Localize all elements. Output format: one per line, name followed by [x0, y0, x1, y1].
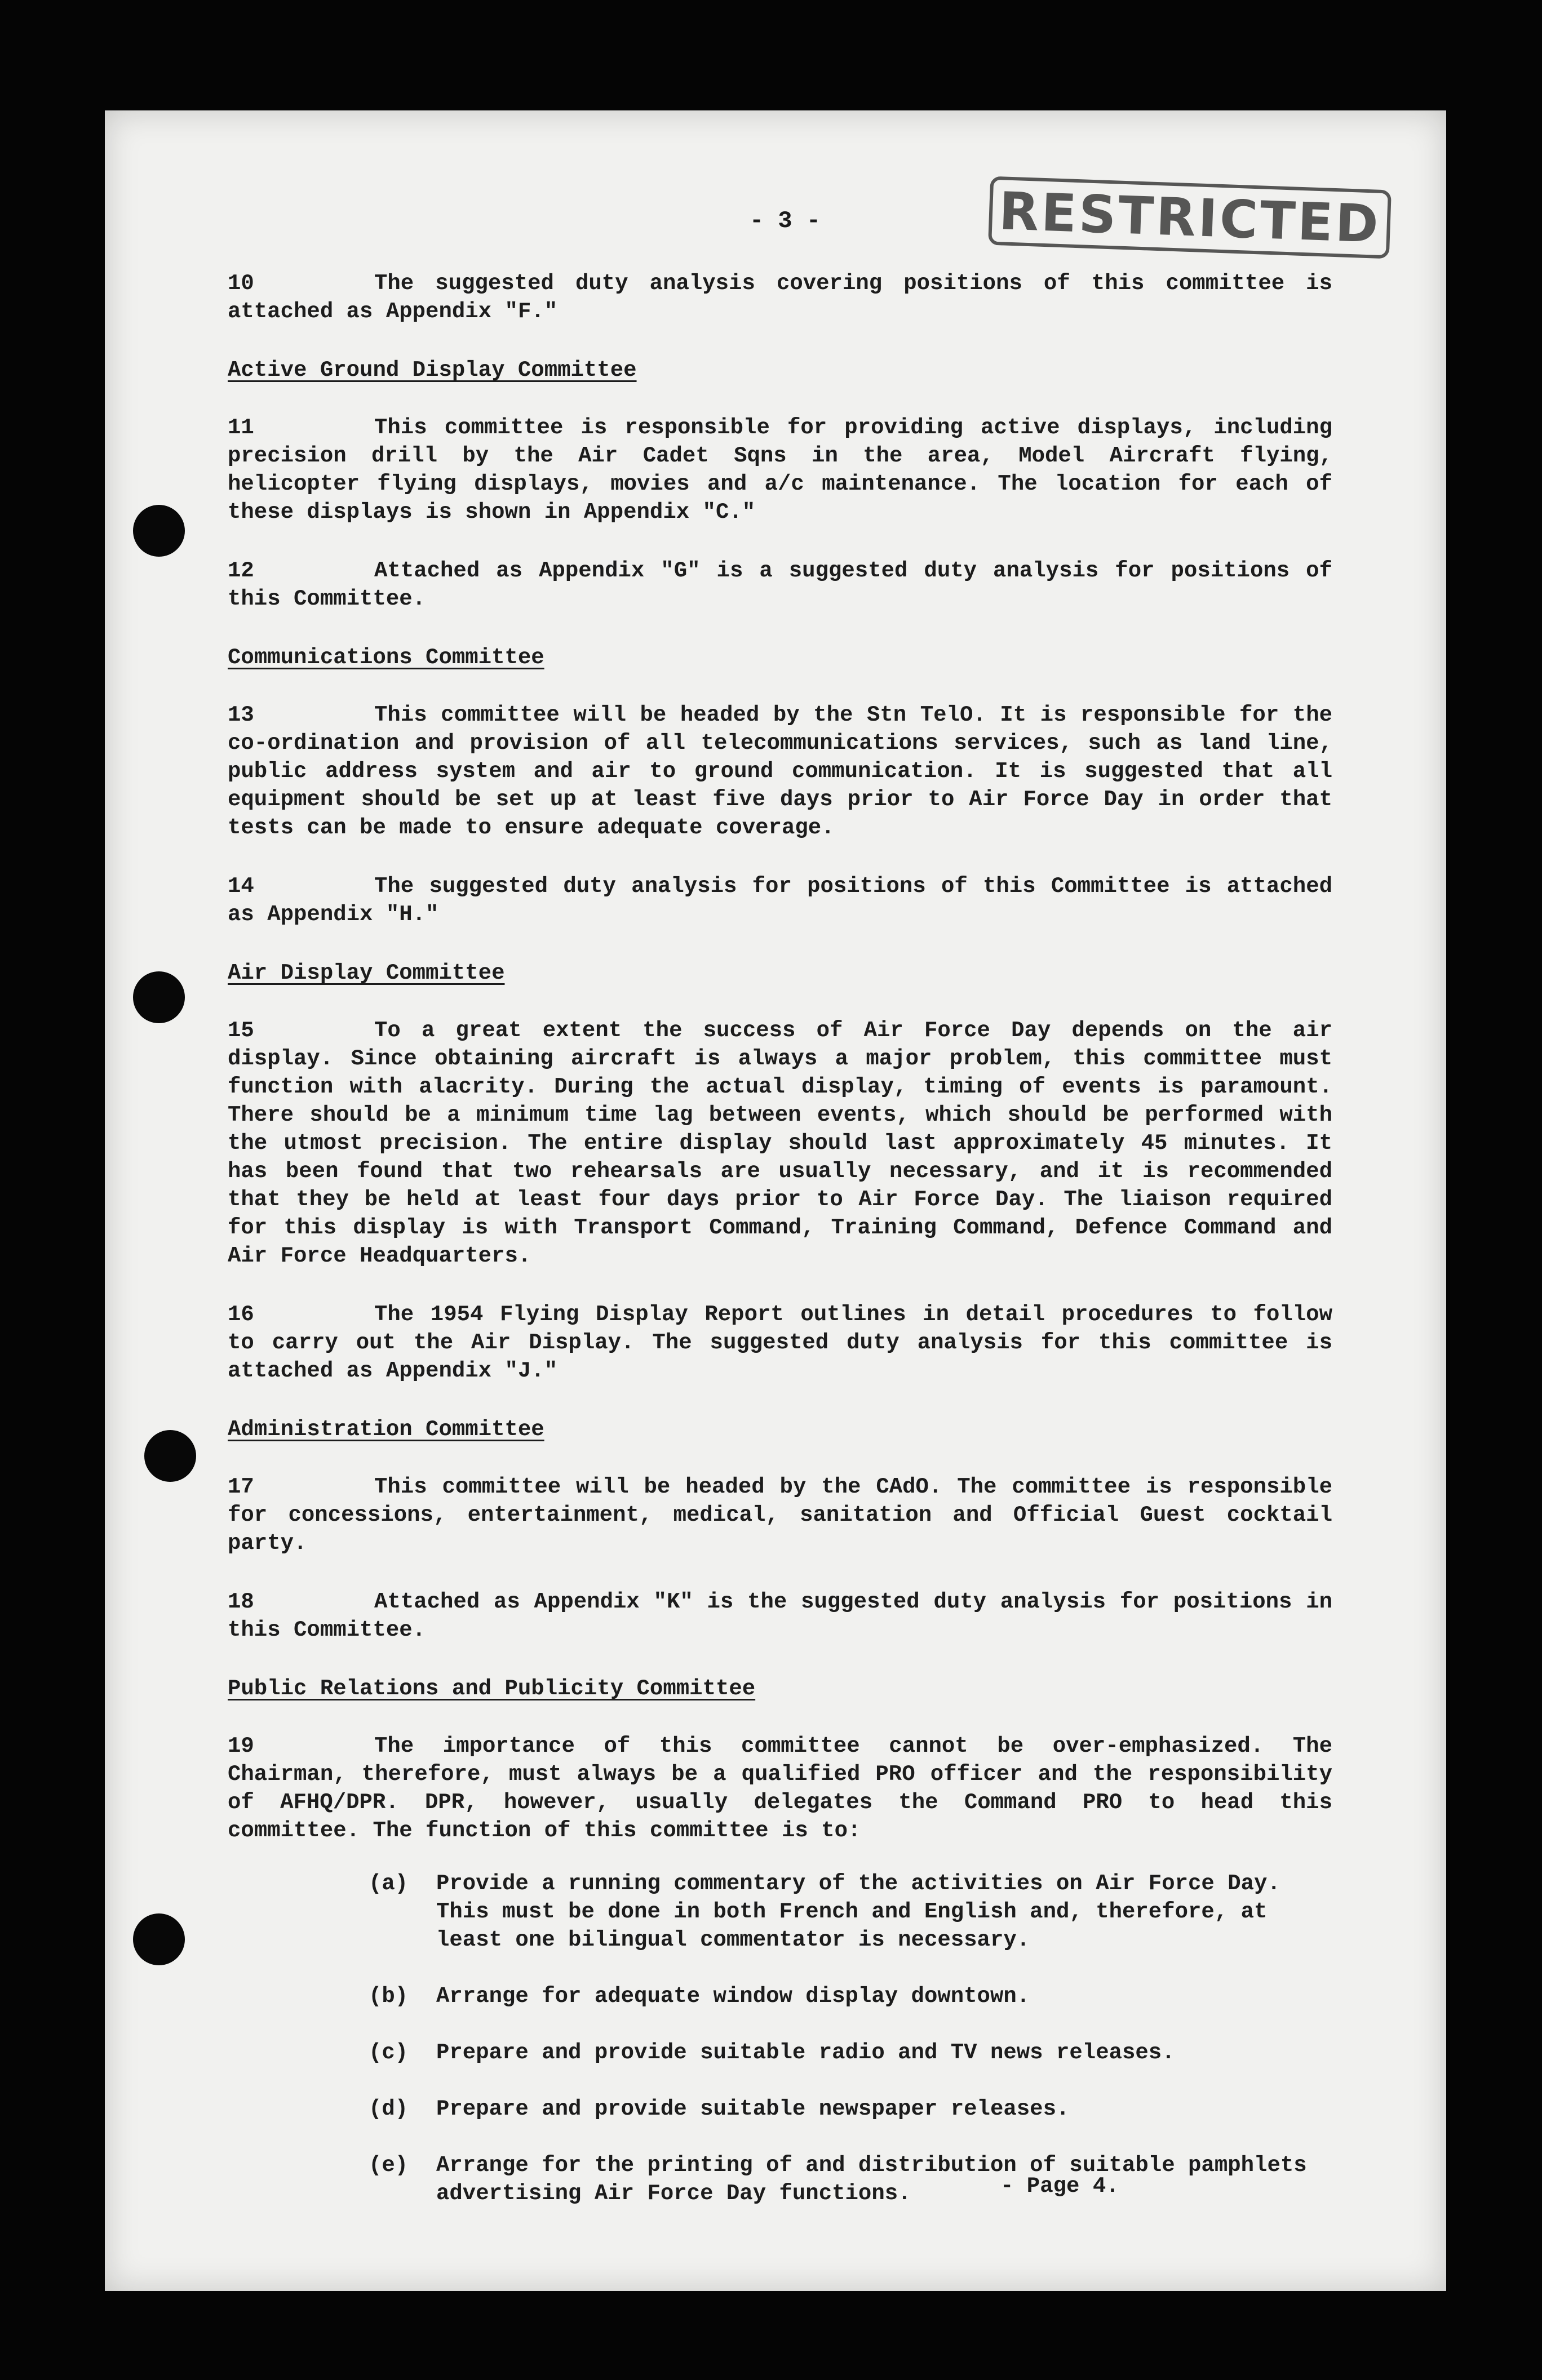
paragraph-number: 19 — [228, 1734, 254, 1759]
list-item — [369, 1982, 1332, 2010]
paragraph-text: This committee will be headed by the CAdO. The committee is responsible for concessions, entertainment, medical, sanitation and Official Guest cocktail party. — [228, 1475, 1332, 1556]
paragraph-number: 14 — [228, 874, 254, 899]
paragraph-number: 18 — [228, 1589, 254, 1614]
paragraph-number: 11 — [228, 415, 254, 440]
paragraph-text: This committee is responsible for providing active displays, including precision drill by the Air Cadet Sqns in the area, Model Aircraft flying, helicopter flying displays, movies and a/c maintenance. The location for each of these displays is shown in Appendix "C." — [228, 415, 1332, 525]
section-heading: Air Display Committee — [228, 961, 505, 985]
paragraph-text: The 1954 Flying Display Report outlines in detail procedures to follow to carry out the Air Display. The suggested duty analysis for this committee is attached as Appendix "J." — [228, 1302, 1332, 1383]
paragraph — [228, 557, 1332, 613]
list-item-label: (c) — [369, 2040, 409, 2065]
paragraph-text: Attached as Appendix "K" is the suggested duty analysis for positions in this Committee. — [228, 1589, 1332, 1642]
paragraph — [228, 1300, 1332, 1385]
list-item-text: Prepare and provide suitable radio and TV news releases. — [436, 2040, 1175, 2065]
list-item-text: Arrange for the printing of and distribution of suitable pamphlets advertising Air Force Day functions. — [436, 2153, 1307, 2206]
paragraph-text: This committee will be headed by the Stn TelO. It is responsible for the co-ordination and provision of all telecommunications services, such as land line, public address system and air to ground communication. It is suggested that all equipment should be set up at least five days prior to Air Force Day in order that tests can be made to ensure adequate coverage. — [228, 703, 1332, 840]
paragraph-text: Attached as Appendix "G" is a suggested duty analysis for positions of this Committee. — [228, 558, 1332, 611]
paragraph-text: The suggested duty analysis for positions of this Committee is attached as Appendix "H." — [228, 874, 1332, 927]
list-item — [369, 1870, 1332, 1954]
paragraph — [228, 872, 1332, 929]
section-heading: Public Relations and Publicity Committee — [228, 1676, 756, 1701]
paragraph — [228, 701, 1332, 842]
paragraph — [228, 1732, 1332, 1845]
paragraph — [228, 1016, 1332, 1270]
paragraph-number: 12 — [228, 558, 254, 583]
paragraph — [228, 414, 1332, 526]
paragraph-number: 10 — [228, 271, 254, 296]
section-heading: Active Ground Display Committee — [228, 358, 637, 383]
list-item-label: (a) — [369, 1871, 409, 1896]
paragraph-number: 15 — [228, 1018, 254, 1043]
paragraph-text: To a great extent the success of Air Force Day depends on the air display. Since obtaining aircraft is always a major problem, this committee must function with alacrity. During the actual display, timing of events is paramount. There should be a minimum time lag between events, which should be performed with the utmost precision. The entire display should last approximately 45 minutes. It has been found that two rehearsals are usually necessary, and it is recommended that they be held at least four days prior to Air Force Day. The liaison required for this display is with Transport Command, Training Command, Defence Command and Air Force Headquarters. — [228, 1018, 1332, 1268]
paragraph-number: 13 — [228, 703, 254, 727]
list-item — [369, 2095, 1332, 2123]
page-number: - 3 - — [750, 207, 821, 234]
punch-hole — [133, 505, 185, 557]
punch-hole — [133, 971, 185, 1023]
paragraph — [228, 269, 1332, 326]
document-body — [228, 269, 1332, 2236]
list-item-label: (e) — [369, 2153, 409, 2178]
paragraph — [228, 1473, 1332, 1557]
list-item — [369, 2151, 1332, 2208]
paragraph — [228, 1588, 1332, 1644]
paragraph-number: 17 — [228, 1475, 254, 1499]
paragraph-text: The suggested duty analysis covering positions of this committee is attached as Appendix "F." — [228, 271, 1332, 324]
list-item-label: (d) — [369, 2097, 409, 2121]
list-item — [369, 2039, 1332, 2067]
list-item-text: Arrange for adequate window display downtown. — [436, 1984, 1030, 2009]
restricted-stamp: RESTRICTED — [988, 176, 1392, 259]
paragraph-text: The importance of this committee cannot be over-emphasized. The Chairman, therefore, must always be a qualified PRO officer and the responsibility of AFHQ/DPR. DPR, however, usually delegates the Command PRO to head this committee. The function of this committee is to: — [228, 1734, 1332, 1843]
paragraph-number: 16 — [228, 1302, 254, 1327]
section-heading: Administration Committee — [228, 1417, 544, 1442]
next-page-marker: - Page 4. — [1000, 2174, 1119, 2199]
list-item-label: (b) — [369, 1984, 409, 2009]
list-item-text: Provide a running commentary of the activities on Air Force Day. This must be done in both French and English and, therefore, at least one bilingual commentator is necessary. — [436, 1871, 1280, 1952]
punch-hole — [133, 1913, 185, 1965]
section-heading: Communications Committee — [228, 645, 544, 670]
function-list — [369, 1870, 1332, 2208]
list-item-text: Prepare and provide suitable newspaper releases. — [436, 2097, 1070, 2121]
punch-hole — [144, 1430, 196, 1482]
